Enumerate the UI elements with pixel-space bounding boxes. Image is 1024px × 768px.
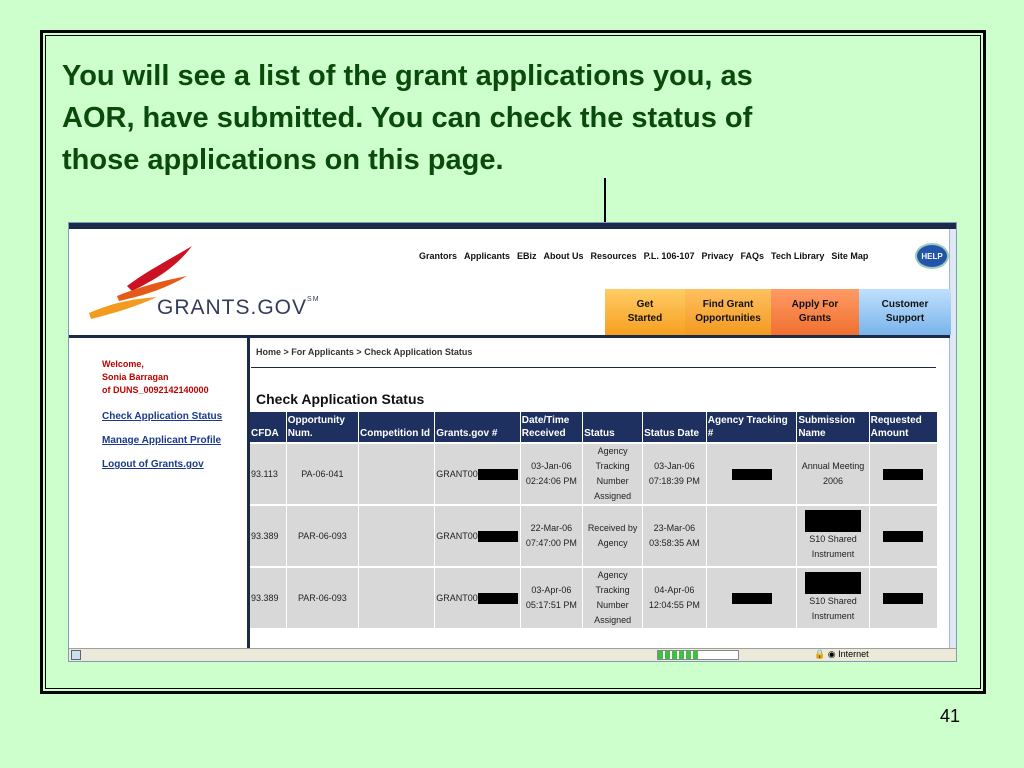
col-status-date[interactable]: Status Date: [643, 412, 707, 443]
caption-line-1: You will see a list of the grant applications you, as: [62, 60, 753, 92]
logo-text: GRANTS.GOV: [157, 296, 308, 319]
col-agency-tracking[interactable]: Agency Tracking #: [706, 412, 797, 443]
link-check-application-status[interactable]: Check Application Status: [102, 411, 223, 422]
grants-number-text: GRANT00: [436, 468, 478, 479]
browser-status-bar: [69, 648, 956, 661]
table-row[interactable]: [250, 443, 938, 505]
sidebar: [69, 338, 250, 648]
nav-faqs[interactable]: FAQs: [740, 251, 764, 261]
cell-cfda: 93.389: [250, 567, 286, 628]
load-progress-bar: [657, 650, 739, 660]
nav-ebiz[interactable]: EBiz: [517, 251, 537, 261]
cell-competition: [359, 567, 435, 628]
tab-find-grant-opportunities[interactable]: Find Grant Opportunities: [685, 289, 771, 335]
main-tabs: [605, 289, 951, 335]
page-icon: [71, 650, 81, 660]
redaction-box: [883, 593, 923, 604]
slide-caption: [62, 55, 942, 181]
col-opportunity-num[interactable]: Opportunity Num.: [286, 412, 358, 443]
cell-status-date: 04-Apr-06 12:04:55 PM: [643, 567, 707, 628]
logo-servicemark: SM: [307, 296, 320, 303]
cell-opportunity: PAR-06-093: [286, 505, 358, 567]
submission-name-text: S10 Shared Instrument: [809, 596, 857, 621]
tab-customer-support[interactable]: Customer Support: [859, 289, 951, 335]
caption-line-2: AOR, have submitted. You can check the status of: [62, 102, 753, 134]
cell-opportunity: PA-06-041: [286, 443, 358, 505]
cell-grants-gov: [435, 505, 520, 567]
col-competition-id[interactable]: Competition Id: [359, 412, 435, 443]
slide-page-number: 41: [940, 706, 961, 726]
cell-agency-tracking: [706, 567, 797, 628]
link-logout[interactable]: Logout of Grants.gov: [102, 459, 204, 470]
cell-opportunity: PAR-06-093: [286, 567, 358, 628]
redaction-box: [732, 469, 772, 480]
cell-requested-amount: [869, 443, 937, 505]
redaction-box: [883, 531, 923, 542]
redaction-box: [805, 572, 861, 594]
cell-status: Agency Tracking Number Assigned: [583, 443, 643, 505]
redaction-box: [478, 593, 518, 604]
page-title: Check Application Status: [256, 391, 425, 407]
cell-status: Received by Agency: [583, 505, 643, 567]
table-row[interactable]: [250, 505, 938, 567]
nav-site-map[interactable]: Site Map: [831, 251, 869, 261]
cell-received: 03-Jan-06 02:24:06 PM: [520, 443, 582, 505]
cell-received: 03-Apr-06 05:17:51 PM: [520, 567, 582, 628]
cell-requested-amount: [869, 567, 937, 628]
security-zone: [814, 649, 869, 660]
redaction-box: [805, 510, 861, 532]
globe-icon: ◉: [827, 649, 836, 659]
caption-line-3: those applications on this page.: [62, 144, 504, 176]
col-submission-name[interactable]: Submission Name: [797, 412, 869, 443]
cell-grants-gov: [435, 567, 520, 628]
col-status[interactable]: Status: [583, 412, 643, 443]
redaction-box: [478, 469, 518, 480]
applications-table: [250, 412, 938, 628]
nav-applicants[interactable]: Applicants: [464, 251, 511, 261]
cell-status-date: 23-Mar-06 03:58:35 AM: [643, 505, 707, 567]
submission-name-text: S10 Shared Instrument: [809, 534, 857, 559]
redaction-box: [732, 593, 772, 604]
nav-privacy[interactable]: Privacy: [701, 251, 734, 261]
breadcrumb[interactable]: Home > For Applicants > Check Application Status: [256, 347, 473, 357]
grants-number-text: GRANT00: [436, 592, 478, 603]
welcome-block: [102, 358, 209, 397]
welcome-label: Welcome,: [102, 359, 144, 369]
cell-submission: Annual Meeting 2006: [797, 443, 869, 505]
cell-agency-tracking: [706, 505, 797, 567]
grants-number-text: GRANT00: [436, 530, 478, 541]
cell-status: Agency Tracking Number Assigned: [583, 567, 643, 628]
col-grants-gov-num[interactable]: Grants.gov #: [435, 412, 520, 443]
lock-icon: 🔒: [814, 649, 826, 659]
nav-about-us[interactable]: About Us: [543, 251, 584, 261]
redaction-box: [478, 531, 518, 542]
help-button[interactable]: HELP: [915, 243, 949, 269]
cell-requested-amount: [869, 505, 937, 567]
tab-apply-for-grants[interactable]: Apply For Grants: [771, 289, 859, 335]
cell-status-date: 03-Jan-06 07:18:39 PM: [643, 443, 707, 505]
cell-cfda: 93.389: [250, 505, 286, 567]
load-progress-fill: [658, 651, 698, 659]
cell-agency-tracking: [706, 443, 797, 505]
nav-tech-library[interactable]: Tech Library: [771, 251, 825, 261]
link-manage-applicant-profile[interactable]: Manage Applicant Profile: [102, 435, 222, 446]
col-date-received[interactable]: Date/Time Received: [520, 412, 582, 443]
table-header-row: [250, 412, 938, 443]
col-cfda[interactable]: CFDA: [250, 412, 286, 443]
top-navigation: [419, 251, 868, 261]
user-name: Sonia Barragan: [102, 372, 169, 382]
table-row[interactable]: [250, 567, 938, 628]
cell-submission: [797, 505, 869, 567]
window-top-bar: [69, 223, 956, 229]
cell-submission: [797, 567, 869, 628]
cell-received: 22-Mar-06 07:47:00 PM: [520, 505, 582, 567]
redaction-box: [883, 469, 923, 480]
cell-competition: [359, 505, 435, 567]
nav-grantors[interactable]: Grantors: [419, 251, 458, 261]
zone-label: Internet: [838, 649, 869, 659]
cell-cfda: 93.113: [250, 443, 286, 505]
user-duns: of DUNS_0092142140000: [102, 385, 209, 395]
nav-resources[interactable]: Resources: [590, 251, 637, 261]
logo-wordmark[interactable]: [157, 296, 320, 320]
breadcrumb-divider: [251, 367, 936, 368]
cell-grants-gov: [435, 443, 520, 505]
nav-pl-106-107[interactable]: P.L. 106-107: [643, 251, 695, 261]
tab-get-started[interactable]: Get Started: [605, 289, 685, 335]
browser-screenshot: [68, 222, 957, 662]
col-requested-amount[interactable]: Requested Amount: [869, 412, 937, 443]
cell-competition: [359, 443, 435, 505]
